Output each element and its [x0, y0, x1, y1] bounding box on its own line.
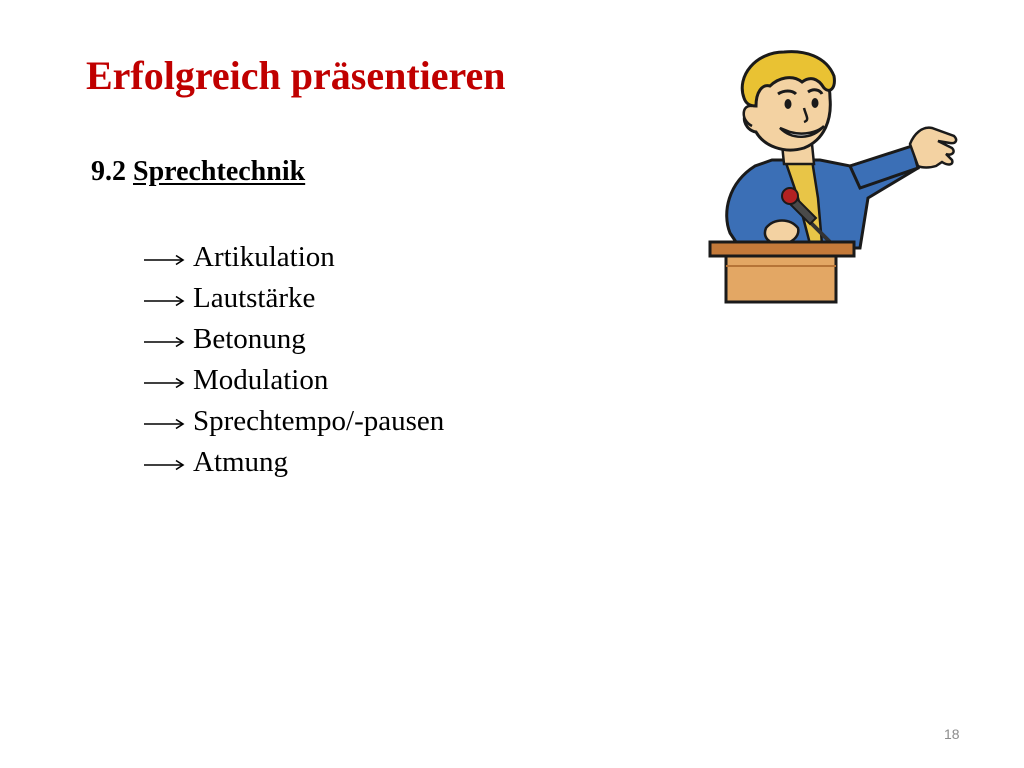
- section-title: Sprechtechnik: [133, 156, 306, 187]
- list-item: [143, 401, 444, 442]
- arrow-right-icon: [143, 254, 185, 266]
- arrow-right-icon: [143, 336, 185, 348]
- list-item-label: Lautstärke: [193, 282, 316, 314]
- list-item: [143, 442, 444, 483]
- arrow-right-icon: [143, 377, 185, 389]
- list-item: [143, 360, 444, 401]
- list-item: [143, 278, 444, 319]
- arrow-right-icon: [143, 418, 185, 430]
- slide-title: Erfolgreich präsentieren: [86, 53, 506, 98]
- list-item-label: Betonung: [193, 323, 306, 355]
- section-heading: [91, 156, 305, 188]
- list-item-label: Sprechtempo/-pausen: [193, 405, 445, 437]
- bullet-list: [143, 237, 444, 483]
- arrow-right-icon: [143, 295, 185, 307]
- arrow-right-icon: [143, 459, 185, 471]
- list-item: [143, 237, 444, 278]
- list-item: [143, 319, 444, 360]
- section-number: 9.2: [91, 156, 126, 187]
- list-item-label: Artikulation: [193, 241, 335, 273]
- list-item-label: Modulation: [193, 364, 329, 396]
- list-item-label: Atmung: [193, 446, 289, 478]
- page-number: 18: [944, 726, 960, 742]
- speaker-illustration: [700, 48, 960, 304]
